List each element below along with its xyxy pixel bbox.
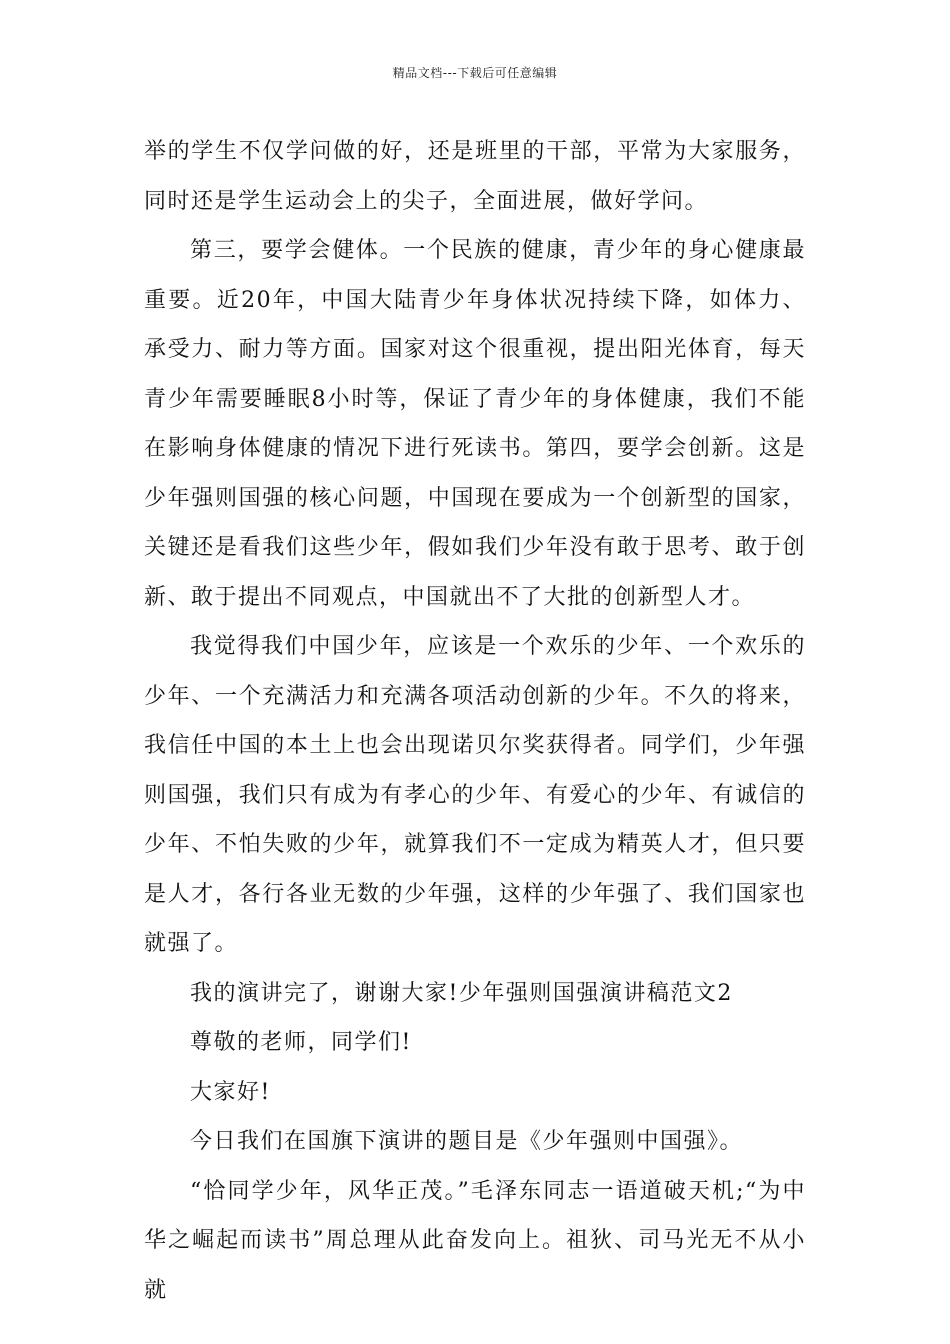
paragraph-2: 第三，要学会健体。一个民族的健康，青少年的身心健康最重要。近20年，中国大陆青少年身体状况持续下降，如体力、承受力、耐力等方面。国家对这个很重视，提出阳光体育，每天青少年需要睡眠8小时等，保证了青少年的身体健康，我们不能在影响身体健康的情况下进行死读书。第四，要学会创新。这是少年强则国强的核心问题，中国现在要成为一个创新型的国家，关键还是看我们这些少年，假如我们少年没有敢于思考、敢于创新、敢于提出不同观点，中国就出不了大批的创新型人才。: [144, 238, 806, 610]
page-header: 精品文档---下载后可任意编辑: [392, 66, 558, 80]
paragraph-3: 我觉得我们中国少年，应该是一个欢乐的少年、一个欢乐的少年、一个充满活力和充满各项活动创新的少年。不久的将来，我信任中国的本土上也会出现诺贝尔奖获得者。同学们，少年强则国强，我们只有成为有孝心的少年、有爱心的少年、有诚信的少年、不怕失败的少年，就算我们不一定成为精英人才，但只要是人才，各行各业无数的少年强，这样的少年强了、我们国家也就强了。: [144, 634, 806, 956]
document-body: [144, 127, 806, 1315]
speech-topic: 今日我们在国旗下演讲的题目是《少年强则中国强》。: [190, 1129, 744, 1154]
paragraph-4: 我的演讲完了，谢谢大家!少年强则国强演讲稿范文2: [190, 980, 733, 1006]
paragraph-8: “恰同学少年，风华正茂。”毛泽东同志一语道破天机;“为中华之崛起而读书”周总理从此奋发向上。祖狄、司马光无不从小就: [144, 1178, 806, 1303]
greeting: 大家好!: [190, 1079, 271, 1105]
paragraph-1: 举的学生不仅学问做的好，还是班里的干部，平常为大家服务，同时还是学生运动会上的尖子，全面进展，做好学问。: [144, 139, 806, 214]
salutation: 尊敬的老师，同学们!: [190, 1030, 412, 1055]
